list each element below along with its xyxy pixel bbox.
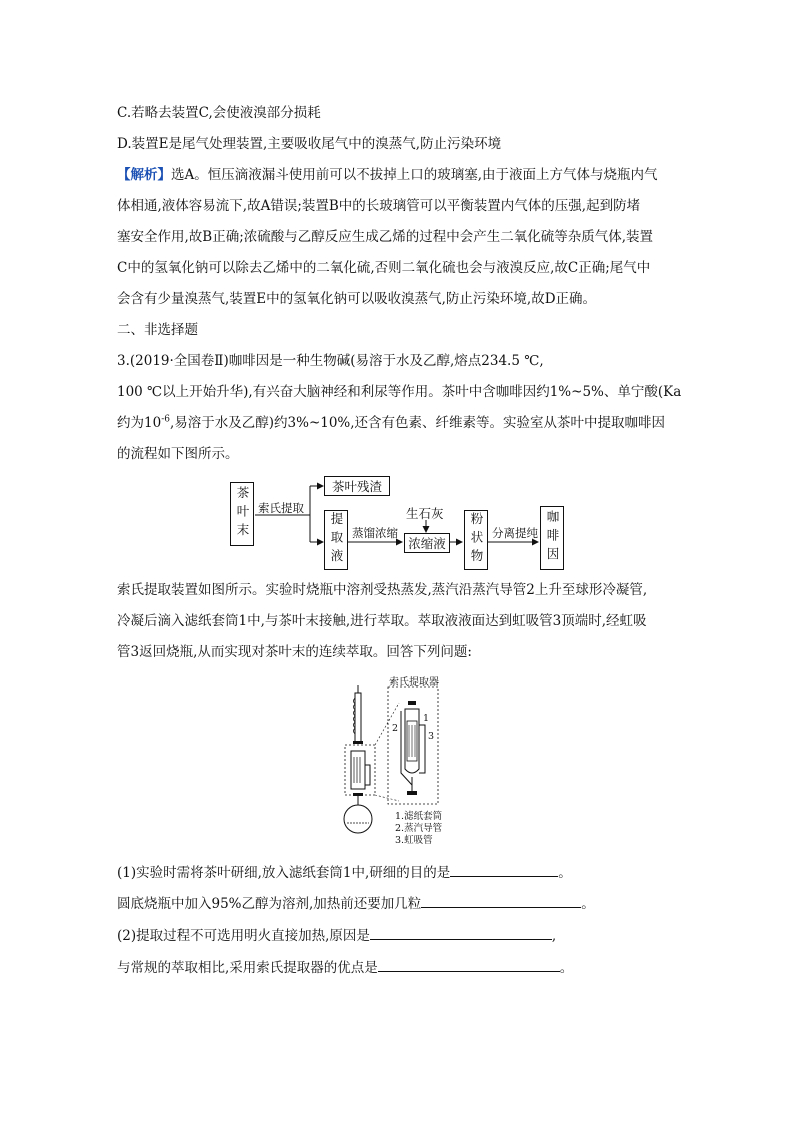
label-distill: 蒸馏浓缩 <box>352 526 398 540</box>
legend-2: 2.蒸汽导管 <box>395 823 443 834</box>
sub1-q1-end: 。 <box>558 865 572 881</box>
analysis-line-4: C中的氢氧化钠可以除去乙烯中的二氧化硫,否则二氧化硫也会与液溴反应,故C正确;尾气中 <box>117 260 651 276</box>
box-residue: 茶叶残渣 <box>324 476 390 496</box>
answer-blank-4[interactable] <box>378 957 560 972</box>
q3-line-2: 100 ℃以上开始升华),有兴奋大脑神经和利尿等作用。茶叶中含咖啡因约1%~5%、单宁酸(Ka <box>117 384 682 400</box>
section-heading: 二、非选择题 <box>117 322 198 338</box>
q3-line-3-b: ,易溶于水及乙醇)约3%~10%,还含有色素、纤维素等。实验室从茶叶中提取咖啡因 <box>169 415 666 431</box>
label-soxhlet: 索氏提取 <box>258 501 304 515</box>
sub1-q2-end: 。 <box>581 896 595 912</box>
extract-text: 提取液 <box>329 512 344 568</box>
answer-blank-1[interactable] <box>450 862 558 877</box>
box-concentrate: 浓缩液 <box>404 533 450 553</box>
analysis-line-1 <box>117 165 658 185</box>
box-extract <box>324 510 348 570</box>
apparatus-title: 索氏提取器 <box>389 677 439 688</box>
answer-blank-3[interactable] <box>370 925 552 940</box>
box-caffeine <box>540 506 564 570</box>
flow-chart <box>230 480 575 570</box>
q3-line-3-a: 约为10 <box>117 415 162 431</box>
para-line-2: 冷凝后滴入滤纸套筒1中,与茶叶末接触,进行萃取。萃取液液面达到虹吸管3顶端时,经虹吸 <box>117 613 647 629</box>
option-c: C.若略去装置C,会使液溴部分损耗 <box>117 105 321 121</box>
sub1-q2-text: 圆底烧瓶中加入95%乙醇为溶剂,加热前还要加几粒 <box>117 896 422 912</box>
q3-line-3 <box>117 413 665 433</box>
option-d: D.装置E是尾气处理装置,主要吸收尾气中的溴蒸气,防止污染环境 <box>117 136 502 152</box>
analysis-line-2: 体相通,液体容易流下,故A错误;装置B中的长玻璃管可以平衡装置内气体的压强,起到防堵 <box>117 198 641 214</box>
legend-3: 3.虹吸管 <box>395 835 433 846</box>
powder-text: 粉状物 <box>469 512 484 568</box>
sub2-q2-end: 。 <box>559 960 574 976</box>
label-separate: 分离提纯 <box>492 526 538 540</box>
sub2-line-1 <box>117 925 556 946</box>
sub1-q1-text: (1)实验时需将茶叶研细,放入滤纸套筒1中,研细的目的是 <box>117 865 451 881</box>
para-line-1: 索氏提取装置如图所示。实验时烧瓶中溶剂受热蒸发,蒸汽沿蒸汽导管2上升至球形冷凝管, <box>117 582 648 598</box>
label-num-3: 3 <box>428 731 435 742</box>
analysis-text: 选A。恒压滴液漏斗使用前可以不拔掉上口的玻璃塞,由于液面上方气体与烧瓶内气 <box>171 167 658 183</box>
analysis-tag: 【解析】 <box>117 167 171 183</box>
sub1-line-1 <box>117 862 572 883</box>
tea-powder-text: 茶叶末 <box>235 486 250 542</box>
sub1-line-2 <box>117 893 595 914</box>
legend-1: 1.滤纸套筒 <box>395 811 443 822</box>
answer-blank-2[interactable] <box>421 893 581 908</box>
label-lime: 生石灰 <box>406 506 444 521</box>
analysis-line-5: 会含有少量溴蒸气,装置E中的氢氧化钠可以吸收溴蒸气,防止污染环境,故D正确。 <box>117 291 597 307</box>
sub2-q1-text: (2)提取过程不可选用明火直接加热,原因是 <box>117 928 370 944</box>
label-num-1: 1 <box>423 713 430 724</box>
caffeine-text: 咖啡因 <box>545 510 560 566</box>
sub2-q2-text: 与常规的萃取相比,采用索氏提取器的优点是 <box>117 960 378 976</box>
box-powder <box>464 510 488 570</box>
analysis-line-3: 塞安全作用,故B正确;浓硫酸与乙醇反应生成乙烯的过程中会产生二氧化硫等杂质气体,装置 <box>117 229 654 245</box>
q3-line-4: 的流程如下图所示。 <box>117 446 239 462</box>
sub2-q1-end: , <box>551 928 557 944</box>
q3-line-1: 3.(2019·全国卷Ⅱ)咖啡因是一种生物碱(易溶于水及乙醇,熔点234.5 ℃, <box>117 353 544 369</box>
box-tea-powder <box>230 482 254 546</box>
exponent: -6 <box>161 414 170 425</box>
soxhlet-apparatus-figure <box>339 673 459 848</box>
sub2-line-2 <box>117 957 573 978</box>
para-line-3: 管3返回烧瓶,从而实现对茶叶末的连续萃取。回答下列问题: <box>117 644 472 660</box>
label-num-2: 2 <box>392 723 399 734</box>
